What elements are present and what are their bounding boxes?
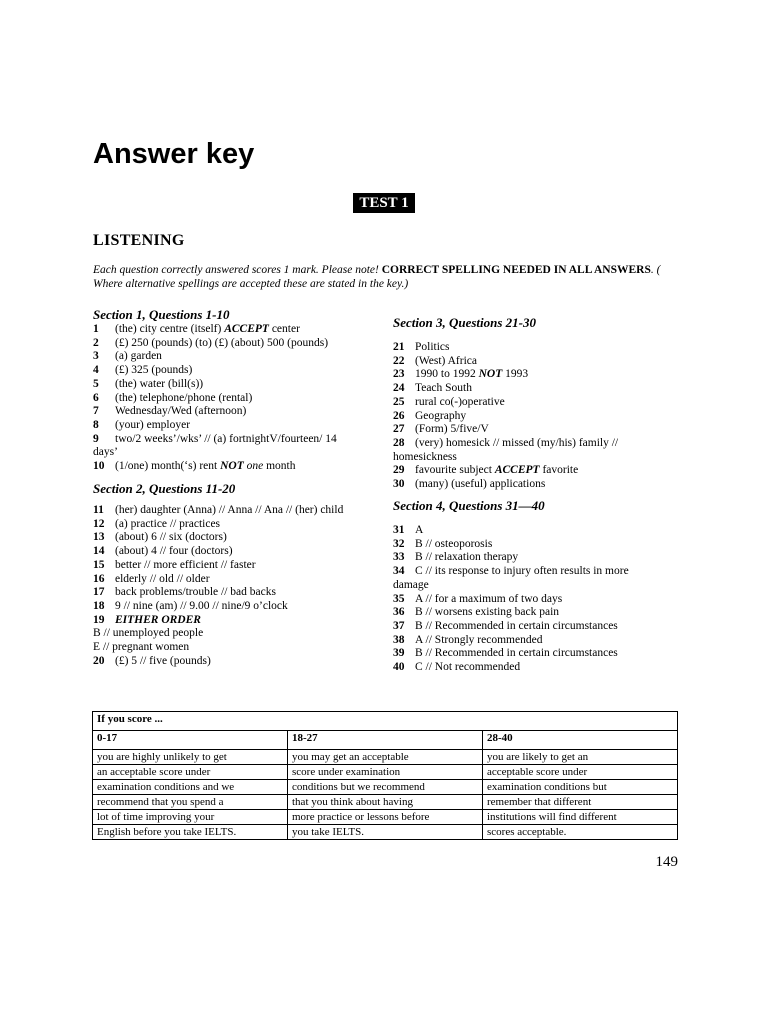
question-number: 33 [393, 551, 405, 564]
question-number: 37 [393, 619, 405, 632]
answer-item [393, 647, 683, 661]
question-number: 25 [393, 395, 405, 408]
answer-text: month [263, 460, 296, 473]
answer-text: Teach South [415, 382, 473, 395]
note-part2: CORRECT SPELLING NEEDED IN ALL ANSWERS [381, 264, 651, 276]
scoring-note [93, 263, 663, 291]
advice-line: you are likely to get an [483, 750, 677, 765]
question-number: 6 [93, 391, 99, 404]
page-title: Answer key [93, 138, 255, 170]
answer-text: (the) water (bill(s)) [115, 377, 204, 390]
answer-text: B // Recommended in certain circumstances [415, 619, 618, 632]
question-number: 31 [393, 524, 405, 536]
answer-text: A // for a maximum of two days [415, 592, 563, 605]
advice-line: you may get an acceptable [288, 750, 482, 765]
answer-text: B // worsens existing back pain [415, 606, 560, 619]
question-number: 23 [393, 368, 405, 381]
answer-continuation: E // pregnant women [93, 641, 190, 654]
answer-item [93, 586, 393, 600]
answer-item [393, 341, 683, 355]
answer-text: (about) 6 // six (doctors) [115, 531, 227, 544]
section-4-answers [393, 524, 683, 675]
section-2-title: Section 2, Questions 11-20 [93, 481, 236, 496]
answer-continuation: homesickness [393, 450, 457, 463]
advice-line: scores acceptable. [487, 826, 567, 838]
question-number: 7 [93, 405, 99, 418]
advice-line: remember that different [483, 795, 677, 810]
answer-text: 9 // nine (am) // 9.00 // nine/9 o’clock [115, 599, 288, 612]
answer-item [393, 524, 683, 538]
answer-text: C // its response to injury often results in more [415, 565, 629, 578]
question-number: 35 [393, 592, 405, 605]
answer-text: (the) telephone/phone (rental) [115, 391, 253, 404]
question-number: 19 [93, 613, 105, 626]
answer-item [93, 614, 393, 628]
answer-text: (your) employer [115, 418, 191, 431]
answer-item [93, 364, 393, 378]
section-heading: LISTENING [93, 232, 185, 249]
advice-line: examination conditions and we [93, 780, 287, 795]
answer-item [393, 565, 683, 579]
question-number: 4 [93, 364, 99, 377]
answer-text: (very) homesick // missed (my/his) family // [415, 436, 619, 449]
answer-item [93, 323, 393, 337]
section-1 [93, 307, 393, 474]
question-number: 2 [93, 336, 99, 349]
answer-item [393, 382, 683, 396]
answer-text: (1/one) month(‘s) rent [115, 460, 221, 473]
question-number: 32 [393, 537, 405, 550]
answer-text: A // Strongly recommended [415, 633, 543, 646]
note-part1: Each question correctly answered scores 1 mark. Please note! [93, 264, 379, 276]
advice-line: more practice or lessons before [288, 810, 482, 825]
answer-continuation: B // unemployed people [93, 627, 204, 640]
answer-item [93, 419, 393, 433]
band-28-40: 28-40 [483, 731, 678, 750]
score-table [92, 711, 678, 840]
answer-continuation: damage [393, 578, 429, 591]
test-label: TEST 1 [353, 193, 415, 213]
section-4-title: Section 4, Questions 31—40 [393, 498, 545, 513]
answer-item [393, 410, 683, 424]
answer-item [393, 593, 683, 607]
answer-item [93, 405, 393, 419]
advice-line: that you think about having [288, 795, 482, 810]
answer-text: (the) city centre (itself) [115, 323, 225, 335]
answer-item [93, 655, 393, 669]
answer-text: 1993 [502, 368, 529, 381]
answer-item [93, 504, 393, 518]
question-number: 12 [93, 517, 105, 530]
answer-text: B // Recommended in certain circumstances [415, 647, 618, 660]
answer-text: B // osteoporosis [415, 537, 493, 550]
advice-line: recommend that you spend a [93, 795, 287, 810]
answer-item [393, 634, 683, 648]
question-number: 22 [393, 354, 405, 367]
band-2-advice [288, 750, 483, 840]
band-1-advice [93, 750, 288, 840]
question-number: 27 [393, 423, 405, 436]
question-number: 8 [93, 418, 99, 431]
question-number: 1 [93, 323, 99, 335]
advice-line: you take IELTS. [292, 826, 364, 838]
advice-line: lot of time improving your [93, 810, 287, 825]
question-number: 34 [393, 565, 405, 578]
advice-line: examination conditions but [483, 780, 677, 795]
answer-item [93, 350, 393, 364]
advice-line: score under examination [288, 765, 482, 780]
answer-text: (Form) 5/five/V [415, 423, 489, 436]
question-number: 28 [393, 436, 405, 449]
answer-text: (many) (useful) applications [415, 478, 546, 491]
question-number: 30 [393, 478, 405, 491]
answer-item [393, 396, 683, 410]
answer-continuation: days’ [93, 446, 118, 459]
section-1-answers [93, 323, 393, 474]
answer-text: ACCEPT [494, 464, 540, 477]
section-4 [393, 498, 683, 675]
advice-line: English before you take IELTS. [97, 826, 237, 838]
question-number: 9 [93, 432, 99, 445]
section-3-title: Section 3, Questions 21-30 [393, 315, 537, 330]
answer-text: C // Not recommended [415, 661, 521, 674]
answer-text: Wednesday/Wed (afternoon) [115, 405, 247, 418]
question-number: 3 [93, 350, 99, 363]
answer-text: (West) Africa [415, 354, 477, 367]
answer-item [393, 464, 683, 478]
answer-item [93, 337, 393, 351]
answer-item [93, 433, 393, 447]
band-3-advice [483, 750, 678, 840]
answer-text: center [268, 323, 300, 335]
answer-text: elderly // old // older [115, 572, 210, 585]
answer-text: B // relaxation therapy [415, 551, 519, 564]
answer-item [393, 606, 683, 620]
answer-text: favourite subject [415, 464, 495, 477]
answer-text: (£) 325 (pounds) [115, 364, 193, 377]
answer-item [393, 478, 683, 492]
question-number: 36 [393, 606, 405, 619]
question-number: 15 [93, 558, 105, 571]
answer-text: ACCEPT [224, 323, 269, 335]
answer-text: (£) 250 (pounds) (to) (£) (about) 500 (pounds) [115, 336, 329, 349]
answer-text: one [243, 460, 264, 473]
answer-item [93, 600, 393, 614]
page-number: 149 [655, 854, 678, 870]
answer-item [393, 551, 683, 565]
section-3 [393, 315, 683, 492]
section-2 [93, 481, 393, 668]
question-number: 21 [393, 341, 405, 353]
question-number: 40 [393, 661, 405, 674]
answer-item [393, 538, 683, 552]
answer-item [93, 573, 393, 587]
answer-text: two/2 weeks’/wks’ // (a) fortnightV/fourteen/ 14 [115, 432, 337, 445]
question-number: 11 [93, 504, 104, 516]
answer-text: (her) daughter (Anna) // Anna // Ana // (her) child [115, 504, 344, 516]
question-number: 39 [393, 647, 405, 660]
question-number: 17 [93, 586, 105, 599]
question-number: 24 [393, 382, 405, 395]
question-number: 10 [93, 460, 105, 473]
answer-item [393, 355, 683, 369]
answer-item [393, 368, 683, 382]
note-part3: . ( Where alternative spellings are accepted these are stated in the key.) [93, 264, 661, 290]
answer-text: NOT [220, 460, 244, 473]
answer-text: better // more efficient // faster [115, 558, 256, 571]
answer-text: Politics [415, 341, 450, 353]
band-18-27: 18-27 [288, 731, 483, 750]
answer-item [393, 661, 683, 675]
answer-text: EITHER ORDER [115, 613, 201, 626]
answer-text: (about) 4 // four (doctors) [115, 545, 233, 558]
question-number: 38 [393, 633, 405, 646]
answer-text: rural co(-)operative [415, 395, 505, 408]
question-number: 20 [93, 654, 105, 667]
question-number: 5 [93, 377, 99, 390]
answer-item [93, 531, 393, 545]
answer-item [93, 392, 393, 406]
answer-text: favorite [539, 464, 579, 477]
answer-text: back problems/trouble // bad backs [115, 586, 276, 599]
answer-text: (a) practice // practices [115, 517, 221, 530]
advice-line: acceptable score under [483, 765, 677, 780]
answer-item [393, 620, 683, 634]
answer-item [93, 545, 393, 559]
band-0-17: 0-17 [93, 731, 288, 750]
answer-text: (£) 5 // five (pounds) [115, 654, 211, 667]
answer-item [93, 559, 393, 573]
advice-line: institutions will find different [483, 810, 677, 825]
answer-text: Geography [415, 409, 467, 422]
section-1-title: Section 1, Questions 1-10 [93, 307, 230, 322]
answer-text: NOT [478, 368, 503, 381]
answer-item [93, 460, 393, 474]
answer-text: A [415, 524, 424, 536]
answer-item [393, 423, 683, 437]
question-number: 26 [393, 409, 405, 422]
section-2-answers [93, 504, 393, 668]
answer-item [93, 518, 393, 532]
section-3-answers [393, 341, 683, 492]
advice-line: an acceptable score under [93, 765, 287, 780]
advice-line: you are highly unlikely to get [93, 750, 287, 765]
question-number: 16 [93, 572, 105, 585]
score-table-header: If you score ... [93, 712, 678, 731]
advice-line: conditions but we recommend [288, 780, 482, 795]
question-number: 13 [93, 531, 105, 544]
answer-item [393, 437, 683, 451]
question-number: 29 [393, 464, 405, 477]
answer-text: 1990 to 1992 [415, 368, 479, 381]
question-number: 18 [93, 599, 105, 612]
answer-text: (a) garden [115, 350, 162, 363]
question-number: 14 [93, 545, 105, 558]
answer-item [93, 378, 393, 392]
